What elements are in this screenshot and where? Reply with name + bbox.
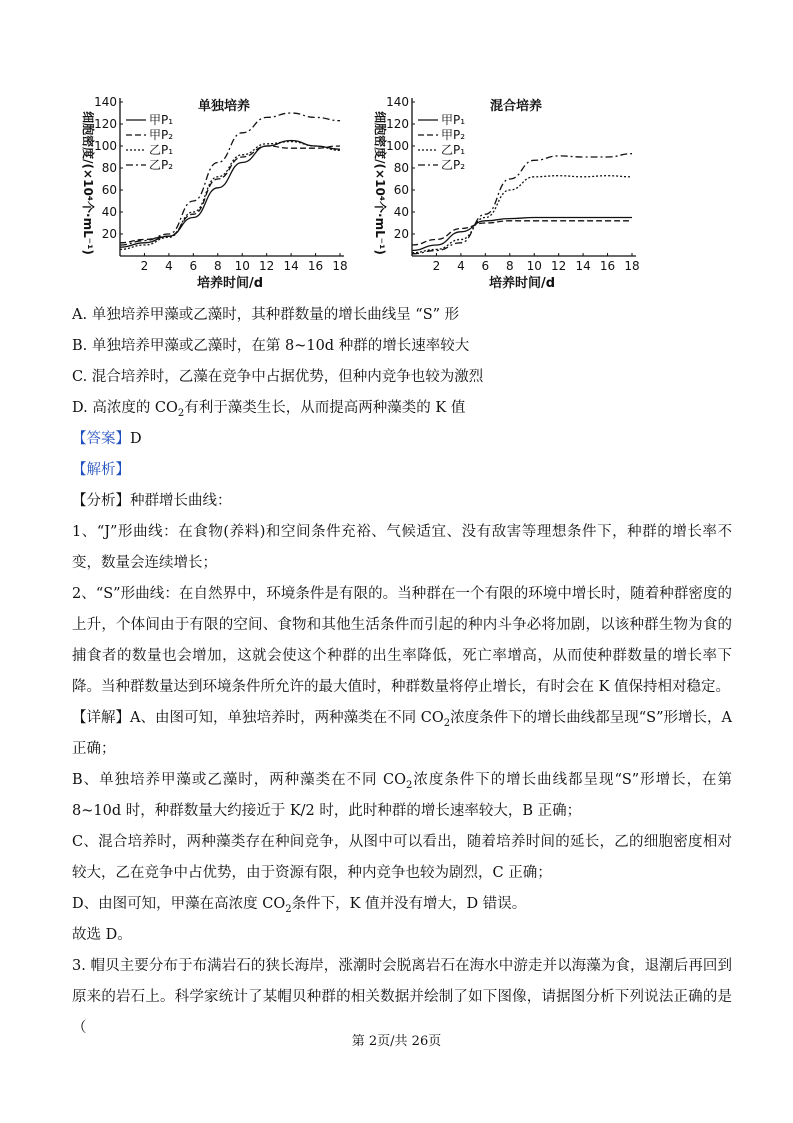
chart-title: 混合培养 xyxy=(490,99,543,114)
y-tick-label: 40 xyxy=(393,205,409,219)
detail-d-sub: 2 xyxy=(285,903,292,915)
analysis-line xyxy=(72,455,732,486)
y-tick-label: 20 xyxy=(393,227,409,241)
x-tick-label: 12 xyxy=(259,259,275,273)
y-axis-label: 细胞密度/(×10⁴个·mL⁻¹) xyxy=(81,111,95,255)
detail-b-pre: B、单独培养甲藻或乙藻时，两种藻类在不同 CO xyxy=(72,772,407,788)
x-tick-label: 16 xyxy=(599,259,616,273)
x-tick-label: 14 xyxy=(575,259,591,273)
legend-label-3: 乙P₂ xyxy=(149,158,174,172)
legend-label-2: 乙P₁ xyxy=(149,143,174,157)
y-tick-label: 120 xyxy=(386,117,409,131)
legend-label-2: 乙P₁ xyxy=(441,143,466,157)
x-tick-label: 2 xyxy=(432,259,441,273)
conclusion: 故选 D。 xyxy=(72,927,132,943)
detail-a-sub: 2 xyxy=(443,717,451,729)
point-1: 1、“J”形曲线：在食物(养料)和空间条件充裕、气候适宜、没有敌害等理想条件下，种群的增长率不变，数量会连续增长； xyxy=(72,524,732,571)
x-tick-label: 10 xyxy=(526,259,542,273)
fenxi-label: 【分析】 xyxy=(72,493,130,509)
y-axis-label: 细胞密度/(×10⁴个·mL⁻¹) xyxy=(373,111,387,255)
x-tick-label: 6 xyxy=(189,259,198,273)
option-b: B. 单独培养甲藻或乙藻时，在第 8~10d 种群的增长速率较大 xyxy=(72,338,470,354)
x-axis-label: 培养时间/d xyxy=(488,276,556,291)
chart-mixed-culture xyxy=(354,92,649,292)
y-tick-label: 60 xyxy=(393,183,409,197)
detail-b-post: 浓度条件下的增长曲线都呈现“S”形增长，在第 8~10d 时，种群数量大约接近于 K/2 时，此时种群的增长速率较大，B 正确； xyxy=(72,772,733,819)
option-d-pre: D. 高浓度的 CO xyxy=(72,400,178,416)
legend-label-1: 甲P₂ xyxy=(441,128,466,142)
y-tick-label: 140 xyxy=(386,95,409,109)
x-tick-label: 8 xyxy=(505,259,514,273)
x-tick-label: 16 xyxy=(307,259,324,273)
option-c: C. 混合培养时，乙藻在竞争中占据优势，但种内竞争也较为激烈 xyxy=(72,369,484,385)
x-tick-label: 18 xyxy=(624,259,640,273)
legend-label-0: 甲P₁ xyxy=(149,113,174,127)
x-tick-label: 4 xyxy=(457,259,465,273)
chart-single-svg xyxy=(62,92,357,292)
detail-a-pre: A、由图可知，单独培养时，两种藻类在不同 CO xyxy=(130,710,444,726)
detail-a-post: 浓度条件下的增长曲线都呈现“S”形增长，A 正确； xyxy=(72,710,732,757)
detail-label: 【详解】 xyxy=(72,710,131,726)
x-axis-label: 培养时间/d xyxy=(196,276,264,291)
y-tick-label: 100 xyxy=(386,139,409,153)
detail-b-sub: 2 xyxy=(406,779,413,791)
x-tick-label: 18 xyxy=(332,259,348,273)
answer-line xyxy=(72,424,732,455)
series-line-0 xyxy=(412,218,632,251)
y-tick-label: 140 xyxy=(94,95,117,109)
x-tick-label: 2 xyxy=(140,259,149,273)
question-content xyxy=(72,300,732,1044)
legend-label-0: 甲P₁ xyxy=(441,113,466,127)
answer-value: D xyxy=(130,431,142,447)
x-tick-label: 10 xyxy=(234,259,250,273)
page-footer: 第 2页/共 26页 xyxy=(351,1034,442,1049)
y-tick-label: 100 xyxy=(94,139,117,153)
detail-a xyxy=(72,703,732,765)
x-tick-label: 6 xyxy=(481,259,490,273)
fenxi-title: 种群增长曲线： xyxy=(130,493,232,509)
chart-title: 单独培养 xyxy=(198,99,251,114)
figure xyxy=(62,92,662,292)
x-tick-label: 4 xyxy=(165,259,173,273)
option-d-post: 有利于藻类生长，从而提高两种藻类的 K 值 xyxy=(184,400,466,416)
chart-single-culture xyxy=(62,92,357,292)
x-tick-label: 8 xyxy=(213,259,222,273)
fenxi-line xyxy=(72,486,732,517)
answer-label: 【答案】 xyxy=(72,431,130,447)
chart-mixed-svg xyxy=(354,92,649,292)
detail-d xyxy=(72,889,732,920)
option-d xyxy=(72,393,732,424)
detail-b xyxy=(72,765,732,827)
y-tick-label: 60 xyxy=(101,183,117,197)
y-tick-label: 120 xyxy=(94,117,117,131)
option-d-sub: 2 xyxy=(177,407,185,419)
x-tick-label: 12 xyxy=(551,259,567,273)
point-2: 2、“S”形曲线：在自然界中，环境条件是有限的。当种群在一个有限的环境中增长时，随着种群密度的上升，个体间由于有限的空间、食物和其他生活条件而引起的种内斗争必将加剧，以该种群生物为食的捕食者的数量也会增加，这就会使这个种群的出生率降低，死亡率增高，从而使种群数量的增长率下降。当种群数量达到环境条件所允许的最大值时，种群数量将停止增长，有时会在 K 值保持相对稳定。 xyxy=(72,586,732,695)
y-tick-label: 20 xyxy=(101,227,117,241)
detail-d-post: 条件下，K 值并没有增大，D 错误。 xyxy=(291,896,527,912)
analysis-label: 【解析】 xyxy=(72,462,130,478)
detail-d-pre: D、由图可知，甲藻在高浓度 CO xyxy=(72,896,286,912)
x-tick-label: 14 xyxy=(283,259,299,273)
option-a: A. 单独培养甲藻或乙藻时，其种群数量的增长曲线呈 “S” 形 xyxy=(72,307,460,323)
y-tick-label: 80 xyxy=(101,161,117,175)
y-tick-label: 80 xyxy=(393,161,409,175)
detail-c: C、混合培养时，两种藻类存在种间竞争，从图中可以看出，随着培养时间的延长，乙的细胞密度相对较大，乙在竞争中占优势，由于资源有限，种内竞争也较为剧烈，C 正确； xyxy=(72,834,732,881)
question-3: 3. 帽贝主要分布于布满岩石的狭长海岸，涨潮时会脱离岩石在海水中游走并以海藻为食，退潮后再回到原来的岩石上。科学家统计了某帽贝种群的相关数据并绘制了如下图像，请据图分析下列说法正确的是（ xyxy=(72,958,732,1036)
legend-label-1: 甲P₂ xyxy=(149,128,174,142)
legend-label-3: 乙P₂ xyxy=(441,158,466,172)
y-tick-label: 40 xyxy=(101,205,117,219)
